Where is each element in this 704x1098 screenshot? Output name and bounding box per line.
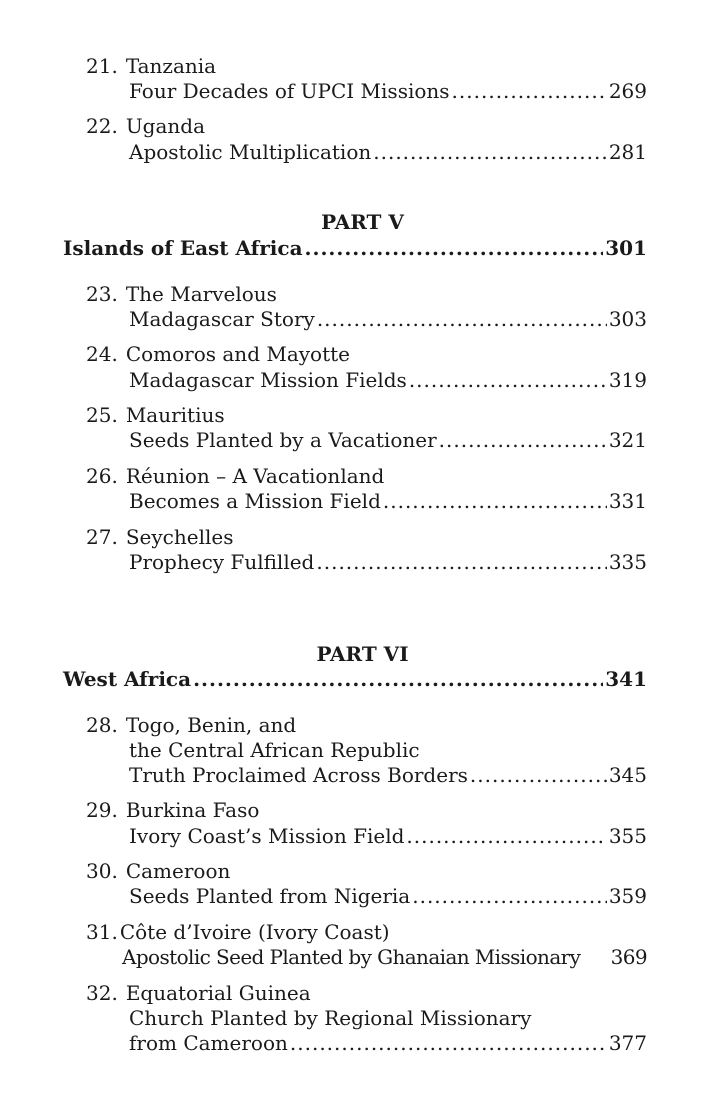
entry-title: Tanzania [125,54,217,78]
toc-entry-26-title [0,464,647,489]
entry-subtitle-continued: from Cameroon [129,1031,288,1055]
entry-number: 26. [86,464,118,488]
dot-leader [409,368,607,393]
entry-title: Uganda [125,114,206,138]
toc-entry-23-subtitle [0,307,647,332]
dot-leader [452,79,607,104]
toc-entry-26-subtitle [0,489,647,514]
toc-section-islands [0,236,647,261]
entry-title: Togo, Benin, and [125,713,297,737]
entry-subtitle: Truth Proclaimed Across Borders [129,763,468,787]
toc-entry-30-title [0,859,647,884]
page-number: 319 [608,368,647,392]
part-heading: PART V [321,210,404,234]
entry-number: 32. [86,981,118,1005]
page-number: 269 [608,79,647,103]
toc-entry-28-title [0,713,647,738]
toc-entry-27-subtitle [0,550,647,575]
entry-number: 21. [86,54,118,78]
dot-leader [316,550,606,575]
entry-title: Côte d’Ivoire (Ivory Coast) [119,920,390,944]
dot-leader [373,140,607,165]
toc-entry-25-subtitle [0,428,647,453]
toc-entry-25-title [0,403,647,428]
toc-entry-29-subtitle [0,824,647,849]
entry-number: 23. [86,282,118,306]
page-number: 303 [608,307,647,331]
toc-entry-31-subtitle [0,945,647,970]
toc-entry-28-line2 [0,738,647,763]
dot-leader [290,1031,607,1056]
page-number: 359 [608,884,647,908]
toc-entry-21-title [0,54,647,79]
toc-entry-27-title [0,525,647,550]
toc-entry-32-title [0,981,647,1006]
dot-leader [383,489,607,514]
entry-title: The Marvelous [125,282,277,306]
page-number: 301 [605,236,647,260]
entry-subtitle: Becomes a Mission Field [129,489,381,513]
toc-entry-32-line2 [0,1006,647,1031]
dot-leader [193,667,603,692]
entry-number: 28. [86,713,118,737]
dot-leader [406,824,606,849]
entry-title: Réunion – A Vacationland [125,464,385,488]
entry-number: 29. [86,798,118,822]
entry-title: Comoros and Mayotte [125,342,351,366]
entry-subtitle: Apostolic Seed Planted by Ghanaian Missionary [122,945,581,969]
entry-title: Mauritius [125,403,225,427]
entry-subtitle: Madagascar Mission Fields [129,368,407,392]
entry-number: 24. [86,342,118,366]
page-number: 335 [608,550,647,574]
page-number: 281 [608,140,647,164]
entry-title: Seychelles [125,525,234,549]
toc-entry-30-subtitle [0,884,647,909]
toc-entry-32-subtitle [0,1031,647,1056]
toc-entry-29-title [0,798,647,823]
page-number: 341 [605,667,647,691]
entry-number: 30. [86,859,118,883]
toc-entry-24-title [0,342,647,367]
entry-subtitle: Four Decades of UPCI Missions [129,79,450,103]
entry-subtitle: Madagascar Story [129,307,315,331]
toc-entry-31-title [0,920,647,945]
page-number: 331 [608,489,647,513]
dot-leader [317,307,607,332]
part-heading: PART VI [316,642,409,666]
toc-entry-28-subtitle [0,763,647,788]
dot-leader [305,236,604,261]
entry-title-continued: the Central African Republic [129,738,420,762]
entry-number: 25. [86,403,118,427]
entry-number: 22. [86,114,118,138]
dot-leader [470,763,607,788]
dot-leader [412,884,607,909]
section-title: Islands of East Africa [63,236,303,260]
page-number: 355 [608,824,647,848]
entry-subtitle: Prophecy Fulfilled [129,550,315,574]
entry-subtitle: Seeds Planted from Nigeria [129,884,411,908]
toc-entry-24-subtitle [0,368,647,393]
entry-number: 27. [86,525,118,549]
entry-subtitle: Seeds Planted by a Vacationer [129,428,437,452]
page-number: 345 [608,763,647,787]
entry-subtitle: Church Planted by Regional Missionary [129,1006,532,1030]
entry-title: Cameroon [125,859,231,883]
entry-title: Burkina Faso [125,798,260,822]
toc-entry-22-title [0,114,647,139]
page-number: 377 [608,1031,647,1055]
section-title: West Africa [63,667,192,691]
entry-subtitle: Apostolic Multiplication [129,140,372,164]
toc-section-west-africa [0,667,647,692]
entry-title: Equatorial Guinea [125,981,311,1005]
toc-entry-22-subtitle [0,140,647,165]
toc-entry-23-title [0,282,647,307]
page-number: 321 [608,428,647,452]
page-number: 369 [610,945,647,969]
dot-leader [439,428,607,453]
entry-number: 31. [86,920,118,944]
entry-subtitle: Ivory Coast’s Mission Field [129,824,405,848]
toc-entry-21-subtitle [0,79,647,104]
